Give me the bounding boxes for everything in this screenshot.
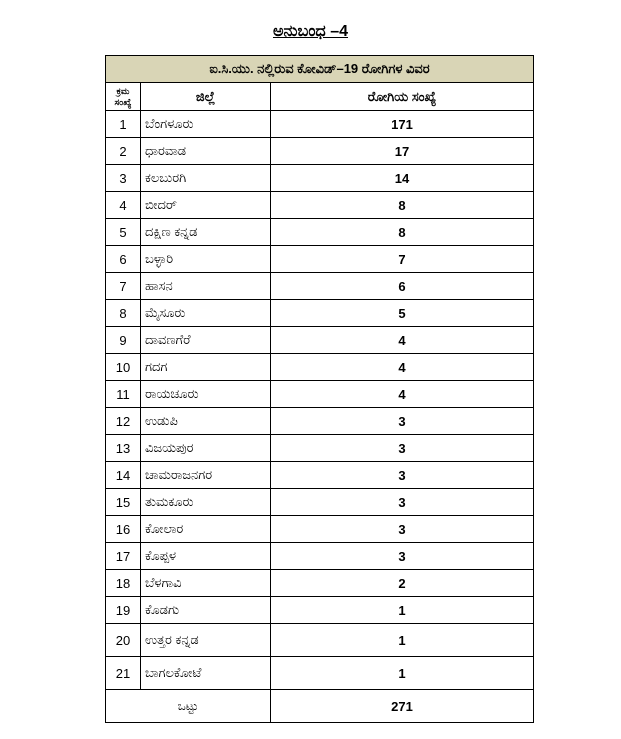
row-patient-count: 4 [271, 354, 534, 381]
table-row [106, 273, 534, 300]
row-patient-count: 3 [271, 408, 534, 435]
table-body [106, 111, 534, 690]
row-sl-no: 17 [106, 543, 141, 570]
page-heading-text: ಅನುಬಂಧ –4 [272, 23, 349, 40]
table-row [106, 489, 534, 516]
row-district: ಬೆಳಗಾವಿ [141, 570, 271, 597]
table-row [106, 219, 534, 246]
table-row [106, 192, 534, 219]
row-district: ದಕ್ಷಿಣ ಕನ್ನಡ [141, 219, 271, 246]
row-patient-count: 4 [271, 381, 534, 408]
row-sl-no: 16 [106, 516, 141, 543]
row-patient-count: 4 [271, 327, 534, 354]
row-sl-no: 19 [106, 597, 141, 624]
row-district: ಬಳ್ಳಾರಿ [141, 246, 271, 273]
table-row [106, 354, 534, 381]
table-row [106, 624, 534, 657]
row-district: ಬೀದರ್ [141, 192, 271, 219]
table-row [106, 543, 534, 570]
row-patient-count: 3 [271, 462, 534, 489]
row-sl-no: 12 [106, 408, 141, 435]
row-sl-no: 15 [106, 489, 141, 516]
row-sl-no: 1 [106, 111, 141, 138]
row-patient-count: 3 [271, 543, 534, 570]
row-sl-no: 4 [106, 192, 141, 219]
row-sl-no: 10 [106, 354, 141, 381]
header-patient-count: ರೋಗಿಯ ಸಂಖ್ಯೆ [271, 83, 534, 111]
row-sl-no: 13 [106, 435, 141, 462]
icu-patients-table [105, 55, 534, 723]
row-patient-count: 2 [271, 570, 534, 597]
row-district: ಕಲಬುರಗಿ [141, 165, 271, 192]
table-row [106, 165, 534, 192]
row-sl-no: 6 [106, 246, 141, 273]
table-row [106, 246, 534, 273]
row-patient-count: 1 [271, 597, 534, 624]
table-row [106, 570, 534, 597]
row-patient-count: 8 [271, 219, 534, 246]
row-district: ಬಾಗಲಕೋಟೆ [141, 657, 271, 690]
table-row [106, 435, 534, 462]
row-district: ಕೋಲಾರ [141, 516, 271, 543]
row-district: ವಿಜಯಪುರ [141, 435, 271, 462]
row-sl-no: 7 [106, 273, 141, 300]
table-row [106, 597, 534, 624]
row-district: ಉತ್ತರ ಕನ್ನಡ [141, 624, 271, 657]
table-header-row [106, 83, 534, 111]
row-sl-no: 11 [106, 381, 141, 408]
table-row [106, 657, 534, 690]
row-sl-no: 18 [106, 570, 141, 597]
row-sl-no: 2 [106, 138, 141, 165]
total-row [106, 690, 534, 723]
row-district: ಮೈಸೂರು [141, 300, 271, 327]
row-sl-no: 8 [106, 300, 141, 327]
header-district: ಜಿಲ್ಲೆ [141, 83, 271, 111]
total-label: ಒಟ್ಟು [106, 690, 271, 723]
row-district: ಬೆಂಗಳೂರು [141, 111, 271, 138]
table-row [106, 408, 534, 435]
row-sl-no: 14 [106, 462, 141, 489]
row-district: ಕೊಡಗು [141, 597, 271, 624]
table-caption-row [106, 56, 534, 83]
table-row [106, 327, 534, 354]
row-patient-count: 1 [271, 657, 534, 690]
row-district: ಚಾಮರಾಜನಗರ [141, 462, 271, 489]
row-patient-count: 7 [271, 246, 534, 273]
row-district: ಉಡುಪಿ [141, 408, 271, 435]
row-patient-count: 3 [271, 516, 534, 543]
row-sl-no: 3 [106, 165, 141, 192]
page-heading [0, 22, 621, 42]
row-patient-count: 6 [271, 273, 534, 300]
row-district: ಹಾಸನ [141, 273, 271, 300]
row-patient-count: 17 [271, 138, 534, 165]
row-district: ತುಮಕೂರು [141, 489, 271, 516]
row-patient-count: 8 [271, 192, 534, 219]
row-patient-count: 1 [271, 624, 534, 657]
table-row [106, 462, 534, 489]
row-patient-count: 3 [271, 435, 534, 462]
row-district: ರಾಯಚೂರು [141, 381, 271, 408]
table-row [106, 381, 534, 408]
row-sl-no: 9 [106, 327, 141, 354]
header-sl-no: ಕ್ರಮ ಸಂಖ್ಯೆ [106, 83, 141, 111]
row-patient-count: 5 [271, 300, 534, 327]
table-row [106, 516, 534, 543]
table-row [106, 111, 534, 138]
row-patient-count: 14 [271, 165, 534, 192]
row-patient-count: 3 [271, 489, 534, 516]
table-caption: ಐ.ಸಿ.ಯು. ನಲ್ಲಿರುವ ಕೋವಿಡ್–19 ರೋಗಿಗಳ ವಿವರ [106, 56, 534, 83]
row-sl-no: 21 [106, 657, 141, 690]
row-patient-count: 171 [271, 111, 534, 138]
row-district: ಧಾರವಾಡ [141, 138, 271, 165]
table-row [106, 138, 534, 165]
row-sl-no: 20 [106, 624, 141, 657]
row-district: ಕೊಪ್ಪಳ [141, 543, 271, 570]
total-value: 271 [271, 690, 534, 723]
row-district: ದಾವಣಗೆರೆ [141, 327, 271, 354]
row-district: ಗದಗ [141, 354, 271, 381]
table-row [106, 300, 534, 327]
row-sl-no: 5 [106, 219, 141, 246]
